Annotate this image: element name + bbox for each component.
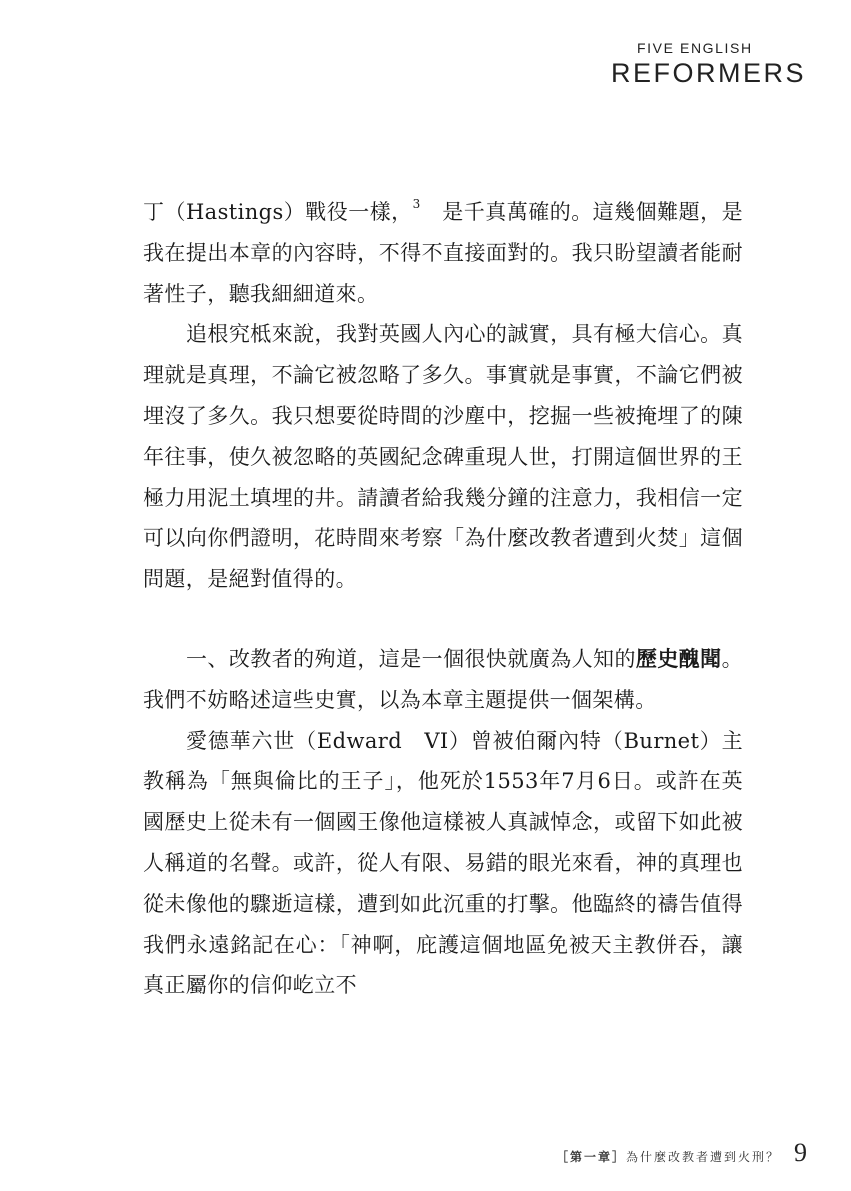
body-text [143,192,743,1006]
page-footer [556,1138,807,1168]
series-title-big: REFORMERS [611,58,807,88]
running-footer [556,1148,780,1165]
paragraph-1-rest: 是千真萬確的。這幾個難題，是我在提出本章的內容時，不得不直接面對的。我只盼望讀者能耐著性子，聽我細細道來。 [143,200,743,306]
paragraph-4: 愛德華六世（Edward VI）曾被伯爾內特（Burnet）主教稱為「無與倫比的王子」，他死於1553年7月6日。或許在英國歷史上從未有一個國王像他這樣被人真誠悼念，或留下如此被人稱道的名聲。或許，從人有限、易錯的眼光來看，神的真理也從未像他的驟逝這樣，遭到如此沉重的打擊。他臨終的禱告值得我們永遠銘記在心：「神啊，庇護這個地區免被天主教併吞，讓真正屬你的信仰屹立不 [143,728,743,998]
paragraph-3-start: 一、改教者的殉道，這是一個很快就廣為人知的 [186,646,636,671]
paragraph-3-emphasis: 歷史醜聞 [635,645,722,671]
paragraph-1-start: 丁（Hastings）戰役一樣， [143,200,413,224]
paragraph-2: 追根究柢來說，我對英國人內心的誠實，具有極大信心。真理就是真理，不論它被忽略了多久。事實就是事實，不論它們被埋沒了多久。我只想要從時間的沙塵中，挖掘一些被掩埋了的陳年往事，使久被忽略的英國紀念碑重現人世，打開這個世界的王極力用泥土填埋的井。請讀者給我幾分鐘的注意力，我相信一定可以向你們證明，花時間來考察「為什麼改教者遭到火焚」這個問題，是絕對值得的。 [143,322,743,592]
paragraph-3-rest: 。我們不妨略述這些史實，以為本章主題提供一個架構。 [143,646,743,712]
footnote-marker: 3 [412,197,421,212]
page-number: 9 [794,1138,807,1167]
series-title-small: FIVE ENGLISH [637,40,753,56]
paragraph-3 [143,639,743,721]
paragraph-1 [143,192,743,314]
chapter-title: 為什麼改教者遭到火刑？ [625,1150,780,1164]
chapter-label: ［第一章］ [555,1150,626,1164]
